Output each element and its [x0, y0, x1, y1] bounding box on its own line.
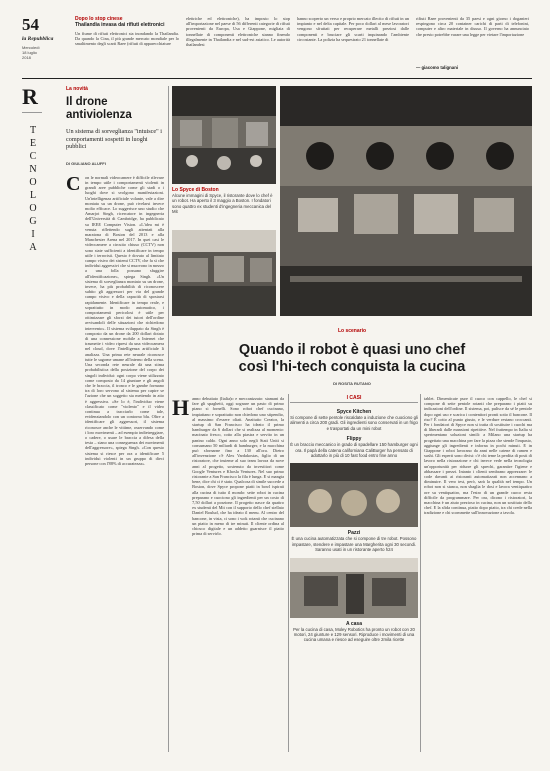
top-story-col2: elettriche ed elettroniche), ha imposto lo stop all'importazione nel paese di 56 differenti categorie di rifiuti provenienti da Europa, Usa e Giappone, migliaia di tonnellate di componenti elettroniche stanno finendo illegalmente in Thailandia e nel sud-est asiatico. Le autorità thailandesi — [186, 16, 290, 48]
main-dropcap: H — [172, 395, 190, 420]
section-letter: R — [22, 84, 38, 109]
top-story-col1: Un fiume di rifiuti elettronici sta inondando la Thailandia. Da quando la Cina, il più grande mercato mondiale per lo smaltimento degli scarti Raee (rifiuti di apparecchiature — [75, 31, 179, 47]
drone-title-line1: Il drone — [66, 96, 108, 108]
drone-body-text: Un'intelligenza artificiale volante, vale a dire montata su un drone, può rivelarsi invece molto efficace. Lo suggerisce uno studio che Amarjot Singh, ricercatore in ingegneria dell'Università di Cambridge, ha pubblicato su IEEE Computer Vision. «L'idea mi è venuta riflettendo sugli attentati alla maratona di Boston del 2013 e alla Manchester Arena nel 2017. In quei casi le videocamere a circuito chiuso (CCTV) non sono state sufficienti a identificare in tempo utile i terroristi. Questo è dovuto al limitato campo visivo dei sistemi CCTV, che fa sì che individui aggressivi che si muovono in mezzo a una folla possano sfuggire all'identificazione», spiega Singh. «Un sistema di sorveglianza montato su un drone, invece, ha più probabilità di riconoscere subito gli aggressori per via del grande campo visivo e della capacità di spostarsi rapidamente. Identificare in tempo reale, e soprattutto in modo automatico, i comportamenti pericolosi è utile per ottimizzare gli sforzi dei tutori dell'ordine avvisandoli delle situazioni che richiedono intervento». Il sistema sviluppato da Singh è composto da un drone da 200 dollari dotato di una connessione mobile a Internet che trasmette i video ripresi da una videocamera nel cloud, dove l'intelligenza artificiale li analizza. Una prima rete neurale riconosce tutte le sagome umane all'interno della scena. Una seconda rete neurale dà una stima probabilistica della posizione del corpo dei singoli individui: ogni corpo viene stilizzato come composto da 14 giunture e gli angoli che le braccia, il tronco e le gambe formano tra di loro servono al sistema per capire se l'azione che un soggetto sta mettendo in atto è aggressiva. «Se lo è, l'individuo viene classificato come "violento" e il video continua a tracciarlo come tale, evidenziandolo con un contorno blu. Oltre a identificare gli aggressori, il sistema riconosce anche le vittime, osservando come i loro movimenti – ad esempio indietreggiare, o cadere, o usare le braccia a difesa della testa – siano una conseguenza dei movimenti dell'aggressore», spiega Singh. «Con questo sistema si riesce per ora a identificare 5 individui violenti in un gruppo di dieci persone con l'88% di accuratezza». — [85, 195, 164, 466]
robot-kitchen-photo-bottom-left — [172, 230, 276, 316]
case-4-title: A casa — [346, 620, 362, 627]
main-col1 — [172, 396, 284, 752]
top-story — [75, 16, 529, 74]
dateline-year: 2018 — [22, 55, 31, 60]
case-4-text: Per la cucina di casa, Moley Robotics ha pronto un robot con 20 motori, 24 giunture e 129 sensori. Riproduce i movimenti di una cucina umana e riesce ad eseguire oltre 2mila ricette — [293, 626, 415, 643]
dateline-day: Mercoledì — [22, 45, 40, 50]
top-story-kicker: Dopo lo stop cinese — [75, 16, 123, 22]
drone-body — [85, 175, 164, 723]
top-story-byline: — giacomo talignani — [416, 65, 459, 70]
section-vertical-text: T E C N O L O G I A — [29, 125, 37, 253]
case-3-text: È una cucina automatizzata che si compone di tre robot. Possono impastare, stendere e impastare una Margherita ogni 30 secondi. Saranno usati in un ristorante aperto h24 — [291, 536, 417, 553]
dateline — [22, 45, 40, 60]
drone-kicker: La novità — [66, 86, 88, 92]
section-letter-rule — [22, 112, 42, 113]
top-story-col3: hanno scoperto un verso e proprio mercato illecito di rifiuti in un impianto e nel delta capitale. Per poco dollari al mese lavoratori vengono sfruttati per recuperare metalli preziosi dalle componenti e bruciare gli scarti inquinando l'ambiente circostante. La polizia ha sequestrato 21 tonnellate di — [297, 16, 409, 42]
drone-lead: on le normali videocamere è difficile rilevare in tempo utile i comportamenti violenti in grandi aree pubbliche come gli stadi o i luoghi dove si svolgono manifestazioni. — [85, 174, 164, 196]
section-vertical-label — [27, 124, 39, 254]
photo-caption-title: Lo Spyce di Boston — [172, 187, 219, 193]
page-number: 54 — [22, 15, 39, 34]
drone-column-divider — [168, 86, 169, 752]
top-story-title: Thailandia invasa dai rifiuti elettronici — [75, 22, 165, 28]
main-col3-text: tablet. Dimenticate pure il cuoco con cappello, le chef si compone di sette pentole rotanti che preparano i piatti su indicazioni dell'ordine. Il sistema, poi, pulisce da sé le pentole dopo ogni uso e scarica i contenitori pronti sotto il bancone. Il riso? È cotto al punto giusto, e le verdure restano croccanti. Per i fondatori di Spyce non si tratta di sostituire i cuochi ma di liberarli dalle mansioni ripetitive. Nel frattempo in Italia si sperimentano soluzioni simili: a Milano una startup ha progettato una macchina per fare la pizza che stende l'impasto, aggiunge gli ingredienti e inforna in pochi minuti. E in Giappone i robot lavorano da anni nelle catene di ramen e sushi. Gli esperti sono divisi: c'è chi teme la perdita di posti di lavoro nella ristorazione e chi invece vede nella tecnologia un'opportunità per ridurre gli sprechi, garantire l'igiene e abbassare i prezzi. Intanto i clienti sembrano apprezzare: le code davanti ai ristoranti automatizzati non accennano a diminuire. Il vero test, però, sarà la qualità nel tempo. Un robot non si stanca, non sbaglia le dosi e lavora ventiquattro ore su ventiquattro, ma l'estro di un grande cuoco resta difficile da programmare. Per ora, dicono i ristoratori, la macchina è un aiuto prezioso in cucina, non un sostituto dello chef. E la sfida continua, piatto dopo piatto, tra chi crede nella tradizione e chi scommette sull'innovazione a tavola. — [424, 396, 532, 516]
drone-dropcap: C — [66, 172, 81, 195]
sidebar-cases — [290, 394, 418, 752]
case-4-photo — [290, 558, 418, 618]
main-title-line2: così l'hi-tech conquista la cucina — [238, 359, 466, 375]
paper-name: la Repubblica — [22, 36, 54, 42]
case-2-text: È un braccio meccanico in grado di spadellare 150 hamburger ogni ora. Il papà della catena californiana CaliBurger ha pensato di adottarlo in più di 10 fast food entro fine anno — [290, 442, 418, 459]
main-title — [172, 342, 532, 376]
main-byline: DI ROSITA RUTANO — [333, 381, 371, 386]
photo-caption-text: Alcune immagini di Spyce, il ristorante dove lo chef è un robot. Ha aperto il 3 maggio a Boston. I fondatori sono quattro ex studenti d'ingegneria meccanica del Mit — [172, 193, 273, 215]
drone-byline: DI GIULIANO ALUFFI — [66, 160, 106, 166]
sidebar-right-border — [420, 394, 421, 752]
case-3-title: Pazzi — [347, 530, 361, 537]
top-divider — [22, 78, 532, 79]
main-kicker: Lo scenario — [337, 328, 367, 334]
case-1-text: Si compone di sette pentole riscaldate a induzione che cuociono gli alimenti a circa 200 gradi. Gli ingredienti sono conservati in un frigo e trasportati da un mini robot — [290, 415, 418, 431]
robot-kitchen-photo-top-left — [172, 86, 276, 184]
main-title-line1: Quando il robot è quasi uno chef — [238, 342, 466, 358]
main-col1-text: anno debuttato (Italia)o e meccanizzato: stamani da fare gli spaghetti, oggi sognare un pasto di primo piano si fornelli. Sono robot chef cucinano, impiattano e soprattutto non chiedono uno stipendio, al massimo d'essere oliati. Anzitutto Creator, la startup di San Francisco ha ideato il primo hamburger da 6 dollari che si realizza al momento: macinato fresco, cotto alla piastra e servito in un panino caldo. Ogni anno solo negli Stati Uniti si consumano 50 miliardi di hamburger, e la macchina può sfornarne fino a 130 all'ora. Dietro all'invenzione c'è Alex Vardakostas, figlio di un ristoratore, che insieme al suo team lavora da nove anni al progetto, sostenuto da investitori come Google Ventures e Khosla Ventures. Nel suo primo ristorante a San Francisco la fila è lunga. E si mangia bene, dice chi ci è stato. Qualcosa di simile succede a Boston, dove Spyce propone piatti in bowl ispirati alla cucina di tutto il mondo: sette robot in cucina preparano e cuociono gli ingredienti per un costo di 7,50 dollari a porzione. Il progetto nasce da quattro ex studenti del Mit con il supporto dello chef stellato Daniel Boulud, che ha ideato il menu. Al centro del bancone, in vista, ci sono i wok rotanti che cucinano un piatto in meno di tre minuti. Il cliente ordina al chiosco digitale e un addetto guarnisce il piatto prima di servirlo. — [192, 396, 284, 537]
drone-article — [66, 86, 164, 752]
drone-body-wrap — [66, 172, 164, 723]
top-story-col4: rifiuti Raee provenienti da 35 paesi e ogni giorno i doganieri respingono circa 20 container carichi di parti di telefonini, computer e altro materiale in disuso. Il governo ha annunciato che presto potrebbe varare una legge per vietare l'importazione — [416, 16, 529, 37]
dateline-date: 18 luglio — [22, 50, 37, 55]
drone-title-line2: antiviolenza — [66, 109, 132, 121]
drone-deck: Un sistema di sorveglianza "intuisce" i comportamenti sospetti in luoghi pubblici — [66, 128, 162, 151]
photo-caption — [172, 187, 276, 227]
case-3-photo — [290, 463, 418, 527]
sidebar-header: I CASI — [290, 394, 418, 403]
case-2-title: Flippy — [346, 436, 362, 443]
robot-kitchen-photo-large — [280, 86, 532, 316]
case-1-title: Spyce Kitchen — [336, 409, 372, 415]
sidebar-left-border — [288, 394, 289, 752]
drone-title — [66, 96, 164, 122]
